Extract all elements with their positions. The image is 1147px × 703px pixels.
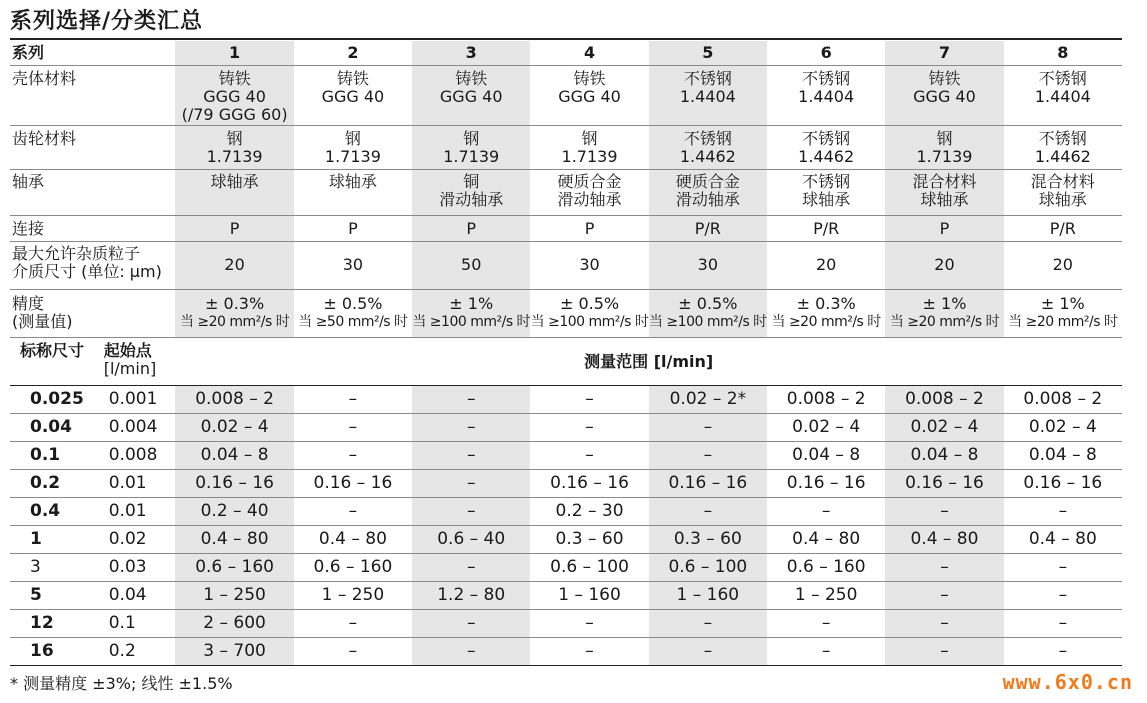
measuring-range: 0.3 – 60 xyxy=(530,526,648,554)
housing-material-value-line: 铸铁 xyxy=(928,69,961,88)
size-start-wrap xyxy=(10,470,175,497)
measuring-range: – xyxy=(885,582,1003,610)
housing-material-value-line: GGG 40 xyxy=(203,87,266,106)
connection-value: P/R xyxy=(1004,216,1122,242)
precision-condition-line: 当 ≥20 mm²/s 时 xyxy=(889,314,1000,330)
connection-value: P xyxy=(885,216,1003,242)
measuring-range: – xyxy=(412,414,530,442)
housing-material-value xyxy=(530,66,648,126)
measuring-range: 0.16 – 16 xyxy=(294,470,412,498)
housing-material-value-line: (/79 GGG 60) xyxy=(181,105,288,124)
gear-material-value xyxy=(1004,126,1122,170)
start-point: 0.2 xyxy=(108,641,136,661)
size-start-cell xyxy=(10,582,175,610)
gear-material-value-line: 1.7139 xyxy=(561,147,618,166)
measuring-range: 0.16 – 16 xyxy=(1004,470,1122,498)
measuring-range: – xyxy=(294,442,412,470)
section-header-row xyxy=(10,338,1122,386)
measuring-range: – xyxy=(294,638,412,666)
nominal-size: 3 xyxy=(30,557,41,577)
measuring-range: – xyxy=(1004,582,1122,610)
housing-material-value xyxy=(885,66,1003,126)
precision-value xyxy=(412,290,530,338)
gear-material-value xyxy=(530,126,648,170)
measuring-range: 3 – 700 xyxy=(175,638,293,666)
measuring-range: – xyxy=(294,414,412,442)
housing-material-value-line: 铸铁 xyxy=(218,69,251,88)
bearing-value xyxy=(294,170,412,216)
precision-value xyxy=(1004,290,1122,338)
bearing-value-line: 球轴承 xyxy=(1038,190,1087,209)
measuring-range: 0.02 – 4 xyxy=(175,414,293,442)
gear-material-value xyxy=(412,126,530,170)
measuring-range: – xyxy=(767,498,885,526)
gear-material-value-line: 钢 xyxy=(344,129,361,148)
series-number-5: 5 xyxy=(649,41,767,66)
measuring-range: 0.6 – 160 xyxy=(294,554,412,582)
start-point: 0.01 xyxy=(108,501,147,521)
measuring-range: – xyxy=(294,610,412,638)
precision-value xyxy=(767,290,885,338)
housing-material-value-line: 不锈钢 xyxy=(683,69,732,88)
measuring-range: – xyxy=(649,414,767,442)
measuring-range: 0.16 – 16 xyxy=(175,470,293,498)
bearing-row xyxy=(10,170,1122,216)
housing-material-value xyxy=(294,66,412,126)
particle-size-label-line: 介质尺寸 (单位: μm) xyxy=(12,262,162,281)
precision-value-line: ± 0.5% xyxy=(323,294,383,313)
series-table xyxy=(10,41,1122,666)
gear-material-value xyxy=(767,126,885,170)
housing-material-value-line: 铸铁 xyxy=(455,69,488,88)
size-row xyxy=(10,470,1122,498)
measuring-range: 0.04 – 8 xyxy=(175,442,293,470)
bearing-value xyxy=(412,170,530,216)
particle-size-value: 20 xyxy=(175,242,293,290)
measuring-range: 0.04 – 8 xyxy=(767,442,885,470)
measuring-range: – xyxy=(530,414,648,442)
measuring-range: – xyxy=(1004,638,1122,666)
measuring-range: 0.008 – 2 xyxy=(1004,386,1122,414)
start-point: 0.04 xyxy=(108,585,147,605)
connection-value: P xyxy=(530,216,648,242)
measuring-range: 0.6 – 100 xyxy=(649,554,767,582)
size-start-wrap xyxy=(10,610,175,637)
measuring-range: – xyxy=(530,442,648,470)
housing-material-value-line: GGG 40 xyxy=(558,87,621,106)
housing-material-value xyxy=(649,66,767,126)
precision-value-line: ± 0.5% xyxy=(678,294,738,313)
gear-material-value-line: 不锈钢 xyxy=(802,129,851,148)
size-row xyxy=(10,610,1122,638)
particle-size-value: 20 xyxy=(885,242,1003,290)
connection-row xyxy=(10,216,1122,242)
start-point: 0.001 xyxy=(108,389,158,409)
housing-material-value-line: GGG 40 xyxy=(439,87,503,106)
measuring-range: 0.3 – 60 xyxy=(649,526,767,554)
size-start-cell xyxy=(10,554,175,582)
start-point: 0.004 xyxy=(108,417,158,437)
measuring-range: 0.16 – 16 xyxy=(885,470,1003,498)
bearing-value-line: 滑动轴承 xyxy=(439,190,504,209)
size-start-wrap xyxy=(10,554,175,581)
series-number-6: 6 xyxy=(767,41,885,66)
nominal-size: 0.4 xyxy=(30,501,61,521)
measuring-range: – xyxy=(412,498,530,526)
measuring-range: 0.04 – 8 xyxy=(885,442,1003,470)
gear-material-value xyxy=(649,126,767,170)
housing-material-value-line: 不锈钢 xyxy=(1038,69,1087,88)
measuring-range-header: 测量范围 [l/min] xyxy=(175,338,1122,386)
bearing-value-line: 硬质合金 xyxy=(675,172,740,191)
precision-condition-line: 当 ≥100 mm²/s 时 xyxy=(530,314,649,330)
measuring-range: – xyxy=(1004,498,1122,526)
measuring-range: 0.2 – 40 xyxy=(175,498,293,526)
connection-value: P xyxy=(175,216,293,242)
nominal-size: 12 xyxy=(30,613,54,633)
size-row xyxy=(10,554,1122,582)
size-start-wrap xyxy=(10,498,175,525)
measuring-range: 0.2 – 30 xyxy=(530,498,648,526)
housing-material-value-line: 1.4404 xyxy=(1034,87,1091,106)
measuring-range: 0.02 – 4 xyxy=(767,414,885,442)
precision-value xyxy=(649,290,767,338)
series-table-body xyxy=(10,41,1122,666)
measuring-range: – xyxy=(649,638,767,666)
particle-size-value: 30 xyxy=(530,242,648,290)
measuring-range: 0.04 – 8 xyxy=(1004,442,1122,470)
measuring-range: – xyxy=(412,610,530,638)
bearing-value-line: 混合材料 xyxy=(912,172,977,191)
start-point: 0.1 xyxy=(108,613,136,633)
housing-material-value-line: 1.4404 xyxy=(679,87,736,106)
particle-size-value: 30 xyxy=(294,242,412,290)
measuring-range: 1 – 250 xyxy=(294,582,412,610)
measuring-range: 1 – 250 xyxy=(767,582,885,610)
size-row xyxy=(10,442,1122,470)
measuring-range: – xyxy=(412,554,530,582)
connection-value: P xyxy=(294,216,412,242)
size-row xyxy=(10,386,1122,414)
series-number-7: 7 xyxy=(885,41,1003,66)
gear-material-value-line: 不锈钢 xyxy=(1038,129,1087,148)
precision-condition-line: 当 ≥100 mm²/s 时 xyxy=(648,314,767,330)
size-start-wrap xyxy=(10,386,175,413)
size-row xyxy=(10,498,1122,526)
top-rule xyxy=(10,38,1122,40)
start-point: 0.03 xyxy=(108,557,147,577)
gear-material-row xyxy=(10,126,1122,170)
measuring-range: – xyxy=(412,638,530,666)
series-number-1: 1 xyxy=(175,41,293,66)
size-start-cell xyxy=(10,610,175,638)
size-row xyxy=(10,526,1122,554)
size-start-wrap xyxy=(10,526,175,553)
bearing-value xyxy=(767,170,885,216)
measuring-range: – xyxy=(294,386,412,414)
measuring-range: 1.2 – 80 xyxy=(412,582,530,610)
measuring-range: 0.008 – 2 xyxy=(175,386,293,414)
measuring-range: 0.16 – 16 xyxy=(530,470,648,498)
measuring-range: – xyxy=(885,638,1003,666)
measuring-range: – xyxy=(885,554,1003,582)
size-start-cell xyxy=(10,526,175,554)
housing-material-value-line: GGG 40 xyxy=(913,87,976,106)
nominal-size: 0.2 xyxy=(30,473,61,493)
measuring-range: 2 – 600 xyxy=(175,610,293,638)
measuring-range: 0.008 – 2 xyxy=(767,386,885,414)
gear-material-value-line: 钢 xyxy=(226,129,243,148)
bearing-value-line: 硬质合金 xyxy=(557,172,622,191)
nominal-size: 1 xyxy=(30,529,42,549)
measuring-range: – xyxy=(649,610,767,638)
nominal-size: 0.025 xyxy=(30,389,84,409)
measuring-range: 1 – 160 xyxy=(530,582,648,610)
gear-material-value xyxy=(294,126,412,170)
connection-value: P/R xyxy=(649,216,767,242)
measuring-range: 1 – 160 xyxy=(649,582,767,610)
precision-value xyxy=(175,290,293,338)
measuring-range: 0.02 – 4 xyxy=(885,414,1003,442)
gear-material-value-line: 1.7139 xyxy=(206,147,263,166)
gear-material-value-line: 钢 xyxy=(936,129,953,148)
footnote: * 测量精度 ±3%; 线性 ±1.5% xyxy=(10,674,233,693)
gear-material-value-line: 1.7139 xyxy=(443,147,500,166)
gear-material-value xyxy=(885,126,1003,170)
precision-value xyxy=(885,290,1003,338)
bearing-value xyxy=(530,170,648,216)
measuring-range: – xyxy=(412,386,530,414)
gear-material-value-line: 钢 xyxy=(463,129,480,148)
housing-material-value xyxy=(412,66,530,126)
measuring-range: – xyxy=(649,498,767,526)
precision-value-line: ± 1% xyxy=(449,294,494,313)
nominal-size: 0.1 xyxy=(30,445,61,465)
nominal-size-header: 标称尺寸 xyxy=(20,341,85,360)
size-start-cell xyxy=(10,470,175,498)
page-title: 系列选择/分类汇总 xyxy=(10,9,204,34)
measuring-range: 0.6 – 100 xyxy=(530,554,648,582)
size-start-wrap xyxy=(10,638,175,665)
bearing-value-line: 滑动轴承 xyxy=(557,190,622,209)
series-number-4: 4 xyxy=(530,41,648,66)
connection-value: P xyxy=(412,216,530,242)
measuring-range: – xyxy=(294,498,412,526)
measuring-range: 0.4 – 80 xyxy=(885,526,1003,554)
measuring-range: – xyxy=(530,638,648,666)
housing-material-value-line: 1.4404 xyxy=(798,87,855,106)
particle-size-value: 20 xyxy=(1004,242,1122,290)
connection-label: 连接 xyxy=(10,216,175,242)
gear-material-value-line: 1.7139 xyxy=(324,147,381,166)
housing-material-value-line: GGG 40 xyxy=(321,87,385,106)
precision-value-line: ± 1% xyxy=(1040,294,1085,313)
measuring-range: 0.4 – 80 xyxy=(294,526,412,554)
size-start-cell xyxy=(10,442,175,470)
nominal-size: 0.04 xyxy=(30,417,72,437)
housing-material-value xyxy=(1004,66,1122,126)
measuring-range: 0.6 – 40 xyxy=(412,526,530,554)
measuring-range: – xyxy=(767,610,885,638)
measuring-range: 1 – 250 xyxy=(175,582,293,610)
housing-material-label: 壳体材料 xyxy=(10,66,175,126)
start-point-header xyxy=(92,342,176,378)
housing-material-value-line: 铸铁 xyxy=(573,69,606,88)
size-start-cell xyxy=(10,638,175,666)
measuring-range: – xyxy=(530,610,648,638)
measuring-range: – xyxy=(1004,610,1122,638)
particle-size-value: 20 xyxy=(767,242,885,290)
size-start-cell xyxy=(10,386,175,414)
size-start-wrap xyxy=(10,582,175,609)
gear-material-label: 齿轮材料 xyxy=(10,126,175,170)
bearing-value xyxy=(1004,170,1122,216)
measuring-range: – xyxy=(767,638,885,666)
start-point: 0.01 xyxy=(108,473,147,493)
measuring-range: 0.6 – 160 xyxy=(767,554,885,582)
precision-condition-line: 当 ≥20 mm²/s 时 xyxy=(179,314,290,330)
size-row xyxy=(10,582,1122,610)
measuring-range: 0.6 – 160 xyxy=(175,554,293,582)
measuring-range: 0.008 – 2 xyxy=(885,386,1003,414)
bearing-value-line: 球轴承 xyxy=(920,190,969,209)
bearing-value-line: 混合材料 xyxy=(1030,172,1095,191)
size-row xyxy=(10,638,1122,666)
bearing-value-line: 铜 xyxy=(463,172,480,191)
precision-row xyxy=(10,290,1122,338)
precision-condition-line: 当 ≥100 mm²/s 时 xyxy=(412,314,531,330)
size-row xyxy=(10,414,1122,442)
precision-label xyxy=(10,290,175,338)
series-label: 系列 xyxy=(10,41,175,66)
measuring-range: – xyxy=(649,442,767,470)
precision-condition-line: 当 ≥20 mm²/s 时 xyxy=(771,314,881,330)
precision-value-line: ± 0.5% xyxy=(559,294,620,313)
housing-material-value xyxy=(175,66,293,126)
measuring-range: 0.02 – 2* xyxy=(649,386,767,414)
start-point: 0.008 xyxy=(108,445,158,465)
gear-material-value-line: 不锈钢 xyxy=(683,129,732,148)
bearing-value xyxy=(885,170,1003,216)
measuring-range: 0.16 – 16 xyxy=(649,470,767,498)
start-point: 0.02 xyxy=(108,529,147,549)
watermark: www.6x0.cn xyxy=(1002,670,1133,694)
measuring-range: – xyxy=(412,470,530,498)
housing-material-row xyxy=(10,66,1122,126)
particle-size-value: 30 xyxy=(649,242,767,290)
nominal-size: 5 xyxy=(30,585,42,605)
gear-material-value-line: 1.4462 xyxy=(679,147,736,166)
size-start-cell xyxy=(10,498,175,526)
measuring-range: 0.16 – 16 xyxy=(767,470,885,498)
nominal-size: 16 xyxy=(30,641,54,661)
size-start-wrap xyxy=(10,414,175,441)
measuring-range: – xyxy=(885,498,1003,526)
bearing-value-line: 滑动轴承 xyxy=(675,190,740,209)
particle-size-row xyxy=(10,242,1122,290)
series-number-2: 2 xyxy=(294,41,412,66)
measuring-range: 0.4 – 80 xyxy=(1004,526,1122,554)
housing-material-value-line: 铸铁 xyxy=(336,69,369,88)
measuring-range: – xyxy=(412,442,530,470)
particle-size-value: 50 xyxy=(412,242,530,290)
bearing-value-line: 球轴承 xyxy=(210,172,259,191)
precision-value-line: ± 0.3% xyxy=(796,294,856,313)
measuring-range: – xyxy=(885,610,1003,638)
gear-material-value xyxy=(175,126,293,170)
precision-condition-line: 当 ≥50 mm²/s 时 xyxy=(298,314,408,330)
series-header-row xyxy=(10,41,1122,66)
particle-size-label xyxy=(10,242,175,290)
precision-label-line: 精度 xyxy=(12,294,45,313)
housing-material-value xyxy=(767,66,885,126)
size-start-header xyxy=(10,338,175,386)
gear-material-value-line: 1.7139 xyxy=(916,147,973,166)
bearing-value xyxy=(175,170,293,216)
series-number-8: 8 xyxy=(1004,41,1122,66)
start-point-unit: [l/min] xyxy=(103,359,157,378)
series-number-3: 3 xyxy=(412,41,530,66)
precision-condition-line: 当 ≥20 mm²/s 时 xyxy=(1008,314,1118,330)
bearing-label: 轴承 xyxy=(10,170,175,216)
measuring-range: – xyxy=(1004,554,1122,582)
precision-value-line: ± 0.3% xyxy=(205,294,265,313)
bearing-value xyxy=(649,170,767,216)
bearing-value-line: 球轴承 xyxy=(328,172,377,191)
size-start-wrap xyxy=(10,442,175,469)
precision-value-line: ± 1% xyxy=(922,294,967,313)
gear-material-value-line: 1.4462 xyxy=(798,147,855,166)
measuring-range: – xyxy=(530,386,648,414)
connection-value: P/R xyxy=(767,216,885,242)
measuring-range: 0.4 – 80 xyxy=(767,526,885,554)
bearing-value-line: 球轴承 xyxy=(802,190,851,209)
bearing-value-line: 不锈钢 xyxy=(802,172,851,191)
measuring-range: 0.02 – 4 xyxy=(1004,414,1122,442)
start-point-label: 起始点 xyxy=(103,341,152,360)
precision-value xyxy=(294,290,412,338)
size-start-header-wrap xyxy=(20,342,175,378)
gear-material-value-line: 钢 xyxy=(581,129,598,148)
size-start-cell xyxy=(10,414,175,442)
measuring-range: 0.4 – 80 xyxy=(175,526,293,554)
housing-material-value-line: 不锈钢 xyxy=(802,69,851,88)
precision-label-line: (测量值) xyxy=(12,312,73,331)
gear-material-value-line: 1.4462 xyxy=(1034,147,1091,166)
particle-size-label-line: 最大允许杂质粒子 xyxy=(12,244,141,263)
precision-value xyxy=(530,290,648,338)
